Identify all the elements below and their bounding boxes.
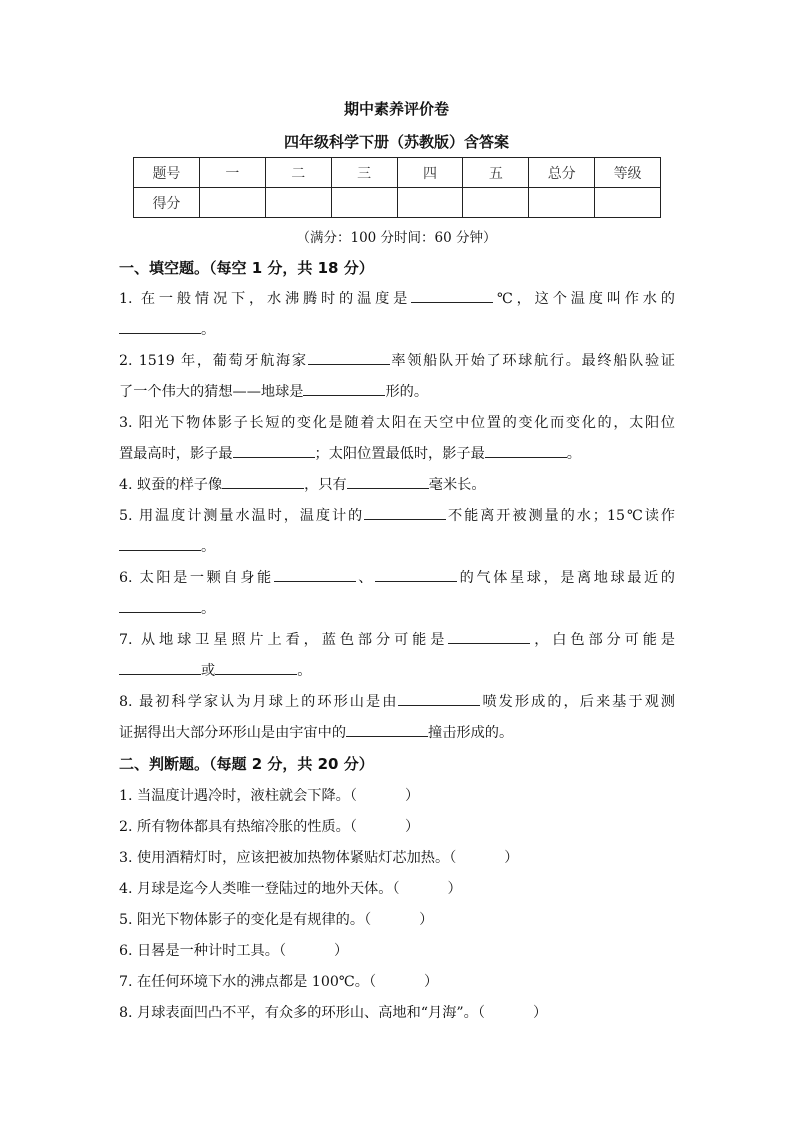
q2-line1: 2. 1519 年，葡萄牙航海家 率领船队开始了环球航行。最终船队验证	[119, 350, 675, 370]
q3-line2: 置最高时，影子最 ；太阳位置最低时，影子最 。	[119, 443, 675, 463]
q7-line2: 或 。	[119, 660, 675, 680]
q2-line2: 了一个伟大的猜想——地球是 形的。	[119, 381, 675, 401]
score-cell[interactable]	[331, 188, 397, 218]
answer-blank[interactable]	[119, 598, 201, 613]
q1-line2: 。	[119, 319, 675, 339]
answer-blank[interactable]	[215, 660, 297, 675]
judge-item: 3. 使用酒精灯时，应该把被加热物体紧贴灯芯加热。（ ）	[119, 850, 519, 866]
q6-line1: 6. 太阳是一颗自身能 、 的气体星球，是离地球最近的	[119, 567, 675, 587]
score-cell[interactable]	[529, 188, 595, 218]
header-cell: 四	[397, 158, 463, 188]
answer-blank[interactable]	[222, 474, 304, 489]
score-cell[interactable]	[463, 188, 529, 218]
section2-heading: 二、判断题。（每题 2 分，共 20 分）	[119, 755, 374, 773]
header-cell: 题号	[134, 158, 200, 188]
score-row-label: 得分	[134, 188, 200, 218]
q7-line1: 7. 从地球卫星照片上看，蓝色部分可能是 ，白色部分可能是	[119, 629, 675, 649]
score-cell[interactable]	[265, 188, 331, 218]
answer-blank[interactable]	[303, 381, 385, 396]
q8-line1: 8. 最初科学家认为月球上的环形山是由 喷发形成的，后来基于观测	[119, 691, 675, 711]
q5-line1: 5. 用温度计测量水温时，温度计的 不能离开被测量的水；15℃读作	[119, 505, 675, 525]
answer-blank[interactable]	[274, 567, 356, 582]
answer-blank[interactable]	[375, 567, 457, 582]
judge-item: 7. 在任何环境下水的沸点都是 100℃。（ ）	[119, 974, 439, 990]
score-cell[interactable]	[397, 188, 463, 218]
q4-line: 4. 蚁蚕的样子像 ，只有 毫米长。	[119, 474, 675, 494]
answer-blank[interactable]	[119, 319, 201, 334]
judge-item: 2. 所有物体都具有热缩冷胀的性质。（ ）	[119, 819, 420, 835]
judge-item: 6. 日晷是一种计时工具。（ ）	[119, 943, 349, 959]
q8-line2: 证据得出大部分环形山是由宇宙中的 撞击形成的。	[119, 722, 675, 742]
section1-heading: 一、填空题。（每空 1 分，共 18 分）	[119, 259, 374, 277]
answer-blank[interactable]	[448, 629, 530, 644]
answer-blank[interactable]	[119, 660, 201, 675]
q5-line2: 。	[119, 536, 675, 556]
answer-blank[interactable]	[119, 536, 201, 551]
answer-blank[interactable]	[233, 443, 315, 458]
q6-line2: 。	[119, 598, 675, 618]
exam-title: 期中素养评价卷	[343, 100, 449, 118]
answer-blank[interactable]	[346, 722, 428, 737]
score-note: （满分：100 分时间：60 分钟）	[296, 230, 497, 246]
score-table-score-row	[134, 188, 661, 218]
score-cell[interactable]	[199, 188, 265, 218]
answer-blank[interactable]	[308, 350, 390, 365]
answer-blank[interactable]	[364, 505, 446, 520]
q3-line1: 3. 阳光下物体影子长短的变化是随着太阳在天空中位置的变化而变化的，太阳位	[119, 415, 675, 431]
score-cell[interactable]	[595, 188, 661, 218]
judge-item: 5. 阳光下物体影子的变化是有规律的。（ ）	[119, 912, 434, 928]
header-cell: 三	[331, 158, 397, 188]
answer-blank[interactable]	[347, 474, 429, 489]
judge-item: 8. 月球表面凹凸不平，有众多的环形山、高地和“月海”。（ ）	[119, 1005, 548, 1021]
exam-subtitle: 四年级科学下册（苏教版）含答案	[283, 133, 509, 151]
header-cell: 五	[463, 158, 529, 188]
q1-line1: 1. 在一般情况下，水沸腾时的温度是 ℃，这个温度叫作水的	[119, 288, 675, 308]
answer-blank[interactable]	[398, 691, 480, 706]
header-cell: 等级	[595, 158, 661, 188]
header-cell: 总分	[529, 158, 595, 188]
header-cell: 二	[265, 158, 331, 188]
score-table-header-row	[134, 158, 661, 188]
judge-item: 1. 当温度计遇冷时，液柱就会下降。（ ）	[119, 788, 420, 804]
judge-item: 4. 月球是迄今人类唯一登陆过的地外天体。（ ）	[119, 881, 462, 897]
answer-blank[interactable]	[411, 288, 493, 303]
answer-blank[interactable]	[485, 443, 567, 458]
header-cell: 一	[199, 158, 265, 188]
score-table	[133, 157, 661, 218]
